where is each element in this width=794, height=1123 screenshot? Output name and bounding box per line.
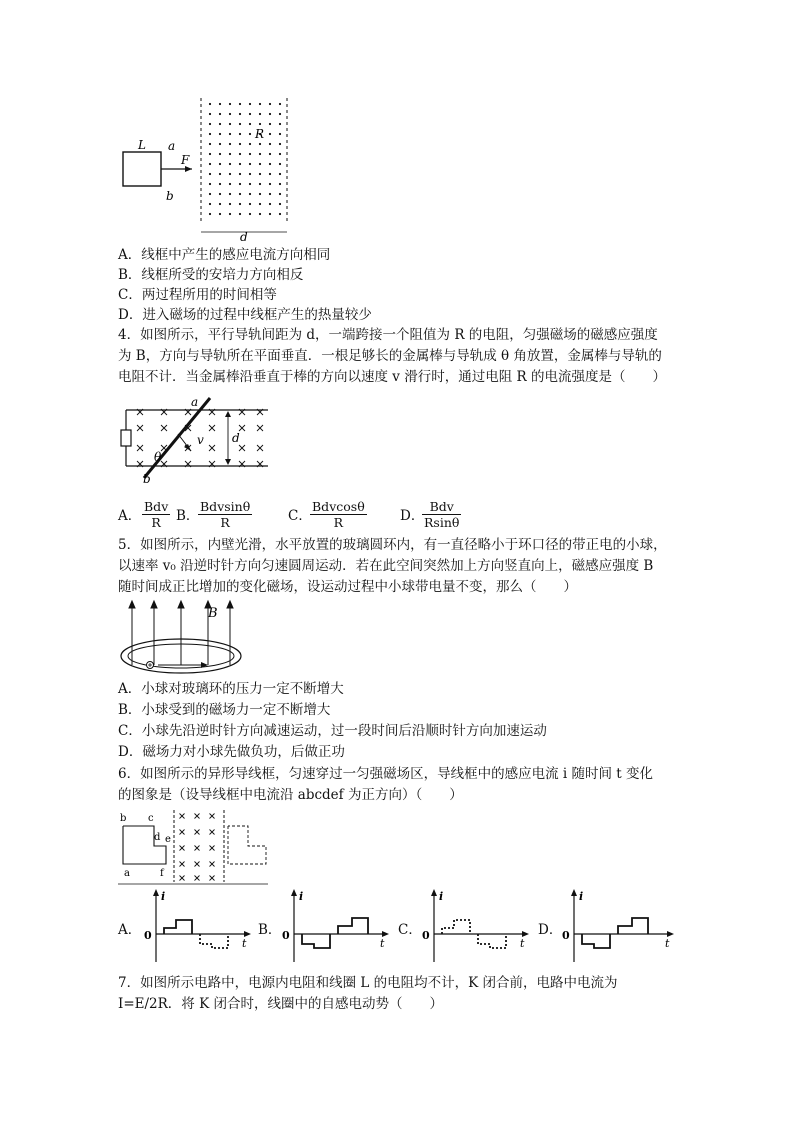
field-dot <box>229 193 231 195</box>
field-dot <box>239 153 241 155</box>
q6-graph-b-label: B． <box>258 922 282 938</box>
svg-text:t: t <box>665 937 670 950</box>
field-dot <box>279 103 281 105</box>
field-dot <box>229 173 231 175</box>
current-waveform <box>618 918 648 934</box>
svg-text:t: t <box>242 937 247 950</box>
field-dot <box>229 153 231 155</box>
field-dot <box>219 133 221 135</box>
field-dot <box>269 103 271 105</box>
field-dot <box>249 153 251 155</box>
q3-label-a: a <box>168 139 176 153</box>
field-dot <box>259 193 261 195</box>
field-dot <box>269 213 271 215</box>
field-dot <box>269 113 271 115</box>
field-dot <box>239 133 241 135</box>
field-dot <box>239 163 241 165</box>
field-dot <box>239 123 241 125</box>
q4-label-b: b <box>143 472 151 486</box>
q6-graph-b <box>280 888 390 966</box>
field-dot <box>229 183 231 185</box>
q6-graph-c <box>420 888 530 966</box>
field-dot <box>219 213 221 215</box>
current-waveform <box>582 934 610 948</box>
q4-option-b-fraction <box>198 499 252 530</box>
q5-stem-line-2: 以速率 v₀ 沿逆时针方向匀速圆周运动．若在此空间突然加上方向竖直向上，磁感应强度 B <box>118 558 654 574</box>
q4-option-d-label: D． <box>400 508 425 524</box>
current-waveform <box>478 934 506 948</box>
q3-loop <box>123 152 161 186</box>
q6-label-a: a <box>124 868 130 879</box>
q4-option-c-fraction <box>310 499 367 530</box>
current-waveform <box>338 918 368 934</box>
q4-stem-line-3: 电阻不计．当金属棒沿垂直于棒的方向以速度 v 滑行时，通过电阻 R 的电流强度是（ ） <box>118 369 666 385</box>
field-dot <box>259 143 261 145</box>
field-dot <box>209 103 211 105</box>
field-dot <box>249 123 251 125</box>
field-dot <box>209 173 211 175</box>
q6-label-c: c <box>148 813 154 824</box>
q7-stem-line-2: I=E/2R．将 K 闭合时，线圈中的自感电动势（ ） <box>118 996 443 1012</box>
svg-text:0: 0 <box>422 929 430 942</box>
q4-label-v: v <box>197 433 204 447</box>
field-dot <box>259 103 261 105</box>
q4-option-b-num: Bdvsinθ <box>200 499 251 514</box>
q5-option-a: A．小球对玻璃环的压力一定不断增大 <box>118 681 344 697</box>
svg-text:t: t <box>520 937 525 950</box>
field-dot <box>229 123 231 125</box>
field-dot <box>239 213 241 215</box>
field-dot <box>249 103 251 105</box>
q5-label-B: B <box>208 606 218 621</box>
svg-text:i: i <box>299 890 304 903</box>
current-waveform <box>302 934 330 948</box>
field-dot <box>269 153 271 155</box>
q4-stem-line-2: 为 B，方向与导轨所在平面垂直．一根足够长的金属棒与导轨成 θ 角放置，金属棒与导轨的 <box>118 348 662 364</box>
field-dot <box>209 183 211 185</box>
current-waveform <box>442 920 470 934</box>
field-dot <box>209 213 211 215</box>
q6-stem-line-2: 的图象是（设导线框中电流沿 abcdef 为正方向）（ ） <box>118 787 463 803</box>
current-waveform <box>164 920 192 934</box>
field-dot <box>219 113 221 115</box>
q6-label-f: f <box>160 868 164 879</box>
q6-graph-a <box>142 888 252 966</box>
q5-option-d: D．磁场力对小球先做负功，后做正功 <box>118 744 345 760</box>
q6-field-crosses <box>180 814 215 881</box>
q4-label-d: d <box>232 431 240 445</box>
field-dot <box>279 163 281 165</box>
field-dot <box>249 193 251 195</box>
q4-option-c-den: R <box>333 515 344 530</box>
svg-text:0: 0 <box>144 929 152 942</box>
svg-text:i: i <box>161 890 166 903</box>
q4-option-a-den: R <box>151 515 161 530</box>
field-dot <box>269 133 271 135</box>
field-dot <box>269 163 271 165</box>
field-dot <box>279 213 281 215</box>
field-dot <box>219 203 221 205</box>
q3-label-L: L <box>138 138 146 152</box>
field-dot <box>279 133 281 135</box>
field-dot <box>219 193 221 195</box>
field-dot <box>229 213 231 215</box>
svg-text:t: t <box>380 937 385 950</box>
q3-label-d: d <box>240 230 248 242</box>
q4-option-d-den: Rsinθ <box>424 515 460 530</box>
field-dot <box>259 123 261 125</box>
field-dot <box>259 113 261 115</box>
svg-text:0: 0 <box>282 929 290 942</box>
q6-figure <box>118 808 270 886</box>
field-dot <box>269 123 271 125</box>
q6-label-d: d <box>154 832 161 843</box>
field-dot <box>259 183 261 185</box>
q4-label-theta: θ <box>154 450 162 464</box>
q3-label-b: b <box>166 189 174 203</box>
field-dot <box>209 143 211 145</box>
field-dot <box>239 103 241 105</box>
q7-stem-line-1: 7．如图所示电路中，电源内电阻和线圈 L 的电阻均不计，K 闭合前，电路中电流为 <box>118 975 618 991</box>
field-dot <box>229 113 231 115</box>
q4-option-d-num: Bdv <box>422 499 461 515</box>
field-dot <box>269 173 271 175</box>
field-dot <box>209 113 211 115</box>
field-dot <box>239 183 241 185</box>
field-dot <box>249 183 251 185</box>
field-dot <box>209 123 211 125</box>
q4-option-a-num: Bdv <box>144 499 169 514</box>
q5-option-b: B．小球受到的磁场力一定不断增大 <box>118 702 331 718</box>
current-waveform <box>200 934 228 948</box>
field-dot <box>249 203 251 205</box>
field-dot <box>249 113 251 115</box>
q4-option-a-fraction <box>142 499 170 530</box>
field-dot <box>279 143 281 145</box>
field-dot <box>269 183 271 185</box>
svg-text:i: i <box>579 890 584 903</box>
field-dot <box>279 123 281 125</box>
q3-option-b: B．线框所受的安培力方向相反 <box>118 267 304 283</box>
field-dot <box>229 163 231 165</box>
field-dot <box>259 163 261 165</box>
q4-option-a-label: A． <box>118 508 142 524</box>
field-dot <box>259 153 261 155</box>
field-dot <box>269 193 271 195</box>
q5-stem-line-1: 5．如图所示，内壁光滑，水平放置的玻璃圆环内，有一直径略小于环口径的带正电的小球， <box>118 537 667 553</box>
q6-label-e: e <box>165 834 171 845</box>
field-dot <box>229 143 231 145</box>
field-dot <box>209 193 211 195</box>
field-dot <box>229 103 231 105</box>
field-dot <box>249 173 251 175</box>
field-dot <box>209 163 211 165</box>
field-dot <box>269 143 271 145</box>
field-dot <box>279 203 281 205</box>
svg-text:i: i <box>439 890 444 903</box>
field-dot <box>249 133 251 135</box>
field-dot <box>219 173 221 175</box>
field-dot <box>239 143 241 145</box>
q4-option-b-label: B． <box>176 508 200 524</box>
q3-option-d: D．进入磁场的过程中线框产生的热量较少 <box>118 307 372 323</box>
q6-graph-d <box>560 888 675 966</box>
field-dot <box>239 173 241 175</box>
q6-frame-exit <box>228 826 266 864</box>
q4-option-d-fraction <box>422 499 461 530</box>
field-dot <box>249 143 251 145</box>
field-dot <box>219 143 221 145</box>
q6-graph-c-label: C． <box>398 922 422 938</box>
field-dot <box>239 193 241 195</box>
field-dot <box>229 133 231 135</box>
field-dot <box>239 113 241 115</box>
field-dot <box>219 103 221 105</box>
field-dot <box>259 173 261 175</box>
q3-label-R: R <box>255 127 265 141</box>
q4-resistor <box>121 430 131 446</box>
svg-text:0: 0 <box>562 929 570 942</box>
q3-figure <box>118 96 308 242</box>
field-dot <box>279 183 281 185</box>
q3-option-a: A．线框中产生的感应电流方向相同 <box>118 247 331 263</box>
q4-stem-line-1: 4．如图所示，平行导轨间距为 d，一端跨接一个阻值为 R 的电阻，匀强磁场的磁感应强度 <box>118 327 658 343</box>
q4-label-a: a <box>191 396 199 409</box>
field-dot <box>239 203 241 205</box>
field-dot <box>259 213 261 215</box>
field-dot <box>209 153 211 155</box>
field-dot <box>249 163 251 165</box>
field-dot <box>209 203 211 205</box>
q6-graph-d-label: D． <box>538 922 563 938</box>
field-dot <box>219 183 221 185</box>
q6-graph-a-label: A． <box>118 922 142 938</box>
field-dot <box>229 203 231 205</box>
q3-option-c: C．两过程所用的时间相等 <box>118 287 277 303</box>
q3-label-F: F <box>181 153 190 167</box>
q6-stem-line-1: 6．如图所示的异形导线框，匀速穿过一匀强磁场区，导线框中的感应电流 i 随时间 t 变化 <box>118 766 653 782</box>
q6-label-b: b <box>120 813 127 824</box>
field-dot <box>279 113 281 115</box>
q4-option-c-num: Bdvcosθ <box>312 499 365 514</box>
field-dot <box>279 153 281 155</box>
field-dot <box>259 203 261 205</box>
field-dot <box>209 133 211 135</box>
field-dot <box>249 213 251 215</box>
q3-field-dots <box>209 103 281 215</box>
field-dot <box>269 203 271 205</box>
field-dot <box>219 153 221 155</box>
q5-figure <box>118 597 248 677</box>
field-dot <box>279 193 281 195</box>
field-dot <box>219 163 221 165</box>
q5-stem-line-3: 随时间成正比增加的变化磁场，设运动过程中小球带电量不变，那么（ ） <box>118 579 577 595</box>
field-dot <box>219 123 221 125</box>
q4-figure <box>118 396 278 486</box>
field-dot <box>279 173 281 175</box>
q4-option-b-den: R <box>220 515 230 530</box>
q4-option-c-label: C． <box>288 508 312 524</box>
q5-option-c: C．小球先沿逆时针方向减速运动，过一段时间后沿顺时针方向加速运动 <box>118 723 547 739</box>
